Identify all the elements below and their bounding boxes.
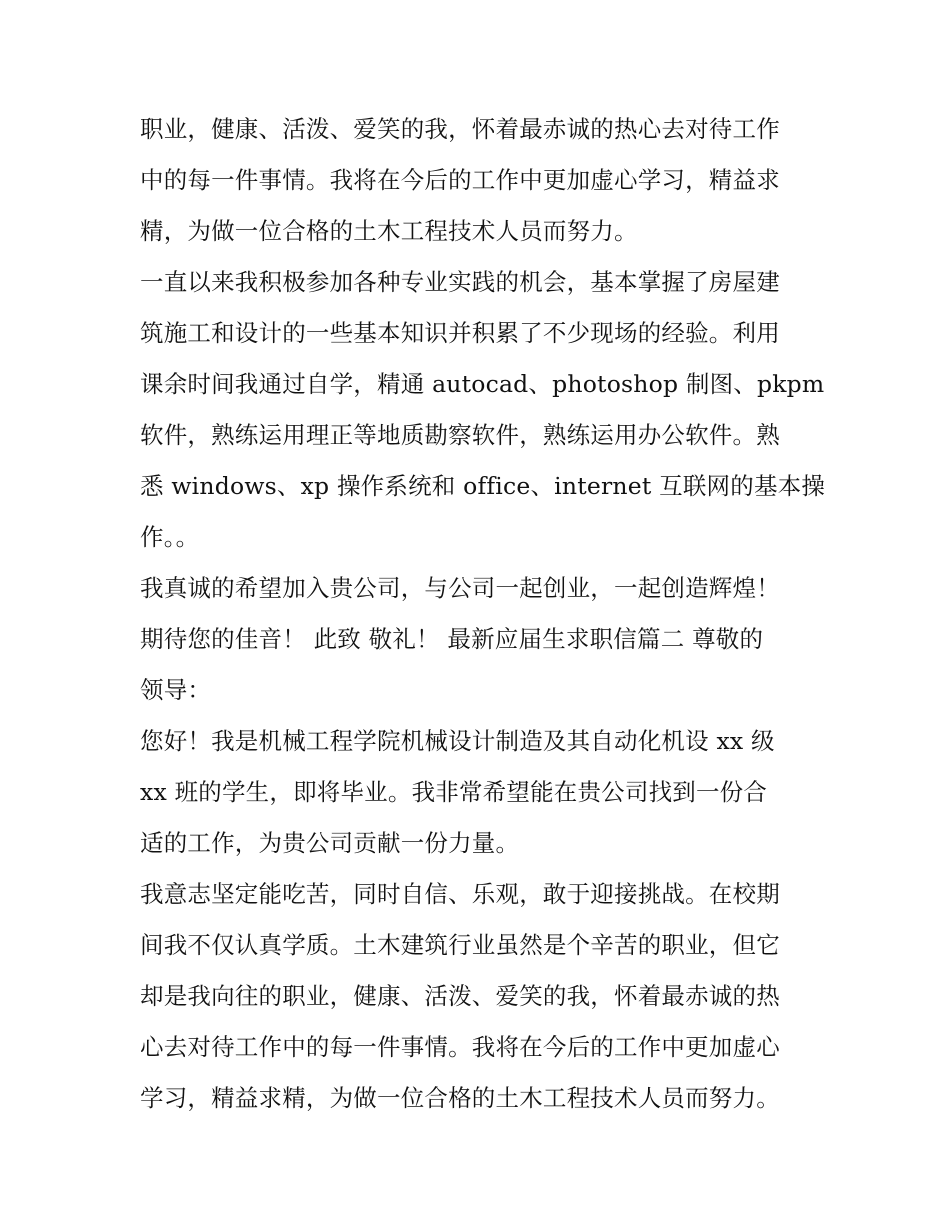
text-line: 我意志坚定能吃苦，同时自信、乐观，敢于迎接挑战。在校期 bbox=[140, 880, 780, 908]
text-line: 软件，熟练运用理正等地质勘察软件，熟练运用办公软件。熟 bbox=[140, 421, 780, 449]
text-line: 课余时间我通过自学，精通 autocad、photoshop 制图、pkpm bbox=[140, 370, 825, 398]
text-line: 一直以来我积极参加各种专业实践的机会，基本掌握了房屋建 bbox=[140, 268, 780, 296]
text-line: 适的工作，为贵公司贡献一份力量。 bbox=[140, 829, 520, 857]
text-line: 作。。 bbox=[140, 523, 200, 551]
text-line: 筑施工和设计的一些基本知识并积累了不少现场的经验。利用 bbox=[140, 319, 780, 347]
text-line: 我真诚的希望加入贵公司，与公司一起创业，一起创造辉煌！ bbox=[140, 574, 780, 602]
text-line: 中的每一件事情。我将在今后的工作中更加虚心学习，精益求 bbox=[140, 166, 780, 194]
text-line: 期待您的佳音！ 此致 敬礼！ 最新应届生求职信篇二 尊敬的 bbox=[140, 625, 764, 653]
text-line: 领导： bbox=[140, 676, 212, 704]
text-line: 职业，健康、活泼、爱笑的我，怀着最赤诚的热心去对待工作 bbox=[140, 115, 780, 143]
text-line: xx 班的学生，即将毕业。我非常希望能在贵公司找到一份合 bbox=[140, 778, 768, 806]
text-line: 却是我向往的职业，健康、活泼、爱笑的我，怀着最赤诚的热 bbox=[140, 982, 780, 1010]
text-line: 您好！我是机械工程学院机械设计制造及其自动化机设 xx 级 bbox=[140, 727, 775, 755]
text-line: 心去对待工作中的每一件事情。我将在今后的工作中更加虚心 bbox=[140, 1033, 780, 1061]
document-body bbox=[140, 104, 826, 1124]
text-line: 间我不仅认真学质。土木建筑行业虽然是个辛苦的职业，但它 bbox=[140, 931, 780, 959]
text-line: 悉 windows、xp 操作系统和 office、internet 互联网的基本操 bbox=[140, 472, 826, 500]
text-line: 精，为做一位合格的土木工程技术人员而努力。 bbox=[140, 217, 638, 245]
text-line: 学习，精益求精，为做一位合格的土木工程技术人员而努力。 bbox=[140, 1084, 780, 1112]
